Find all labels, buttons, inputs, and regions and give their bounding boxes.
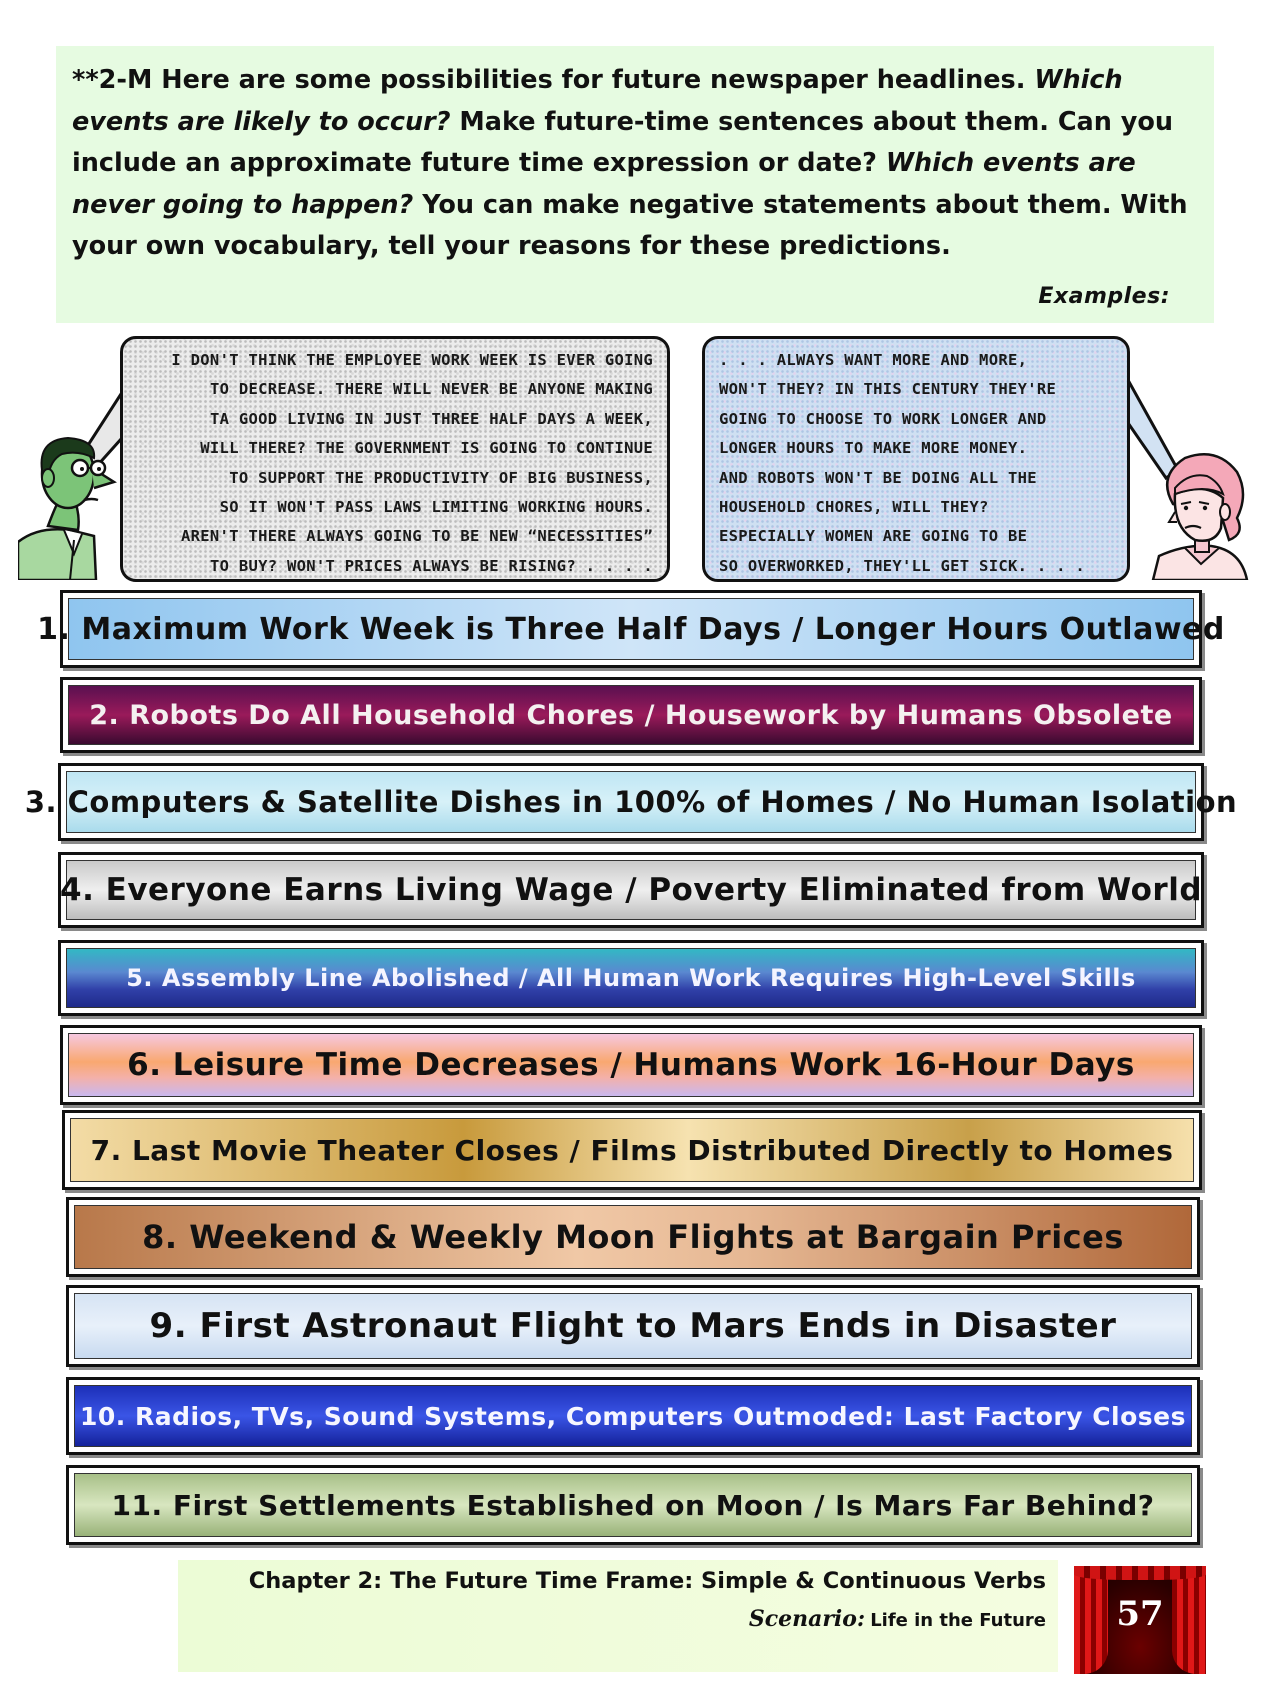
headline-6	[60, 1025, 1202, 1105]
headline-6-text: 6. Leisure Time Decreases / Humans Work 16-Hour Days	[68, 1033, 1194, 1097]
headline-3-text: 3. Computers & Satellite Dishes in 100% of Homes / No Human Isolation	[66, 771, 1196, 833]
bubble-left-line: TO SUPPORT THE PRODUCTIVITY OF BIG BUSINESS,	[229, 468, 653, 487]
bubble-right-line: HOUSEHOLD CHORES, WILL THEY?	[719, 498, 989, 517]
headline-4-text: 4. Everyone Earns Living Wage / Poverty Eliminated from World	[66, 860, 1196, 920]
headline-8-text: 8. Weekend & Weekly Moon Flights at Bargain Prices	[74, 1205, 1192, 1269]
scenario-line	[749, 1606, 1046, 1632]
bubble-right-line: AND ROBOTS WON'T BE DOING ALL THE	[719, 468, 1037, 487]
examples-label: Examples:	[1038, 284, 1170, 309]
exercise-intro: **2-M Here are some possibilities for future newspaper headlines.	[72, 65, 1026, 95]
question-likely: Which events are likely to occur?	[72, 65, 1123, 137]
bubble-right-line: WON'T THEY? IN THIS CENTURY THEY'RE	[719, 380, 1057, 399]
woman-icon	[1145, 448, 1260, 580]
headline-11	[66, 1465, 1200, 1545]
instructions-text	[72, 60, 1196, 268]
headline-2	[60, 677, 1202, 753]
bubble-left-line: WILL THERE? THE GOVERNMENT IS GOING TO CONTINUE	[200, 439, 653, 458]
headline-4	[58, 852, 1204, 928]
headline-9	[66, 1285, 1200, 1367]
bubble-right-line: . . . ALWAYS WANT MORE AND MORE,	[719, 351, 1028, 369]
bubble-right-line: LONGER HOURS TO MAKE MORE MONEY.	[719, 439, 1028, 458]
bubble-left-line: I DON'T THINK THE EMPLOYEE WORK WEEK IS EVER GOING	[171, 351, 653, 369]
scenario-value: Life in the Future	[870, 1610, 1046, 1631]
man-with-glasses-icon	[18, 430, 123, 580]
headline-3	[24, 763, 1238, 841]
bubble-left-line: TA GOOD LIVING IN JUST THREE HALF DAYS A WEEK,	[209, 409, 653, 428]
bubble-right-line: ESPECIALLY WOMEN ARE GOING TO BE	[719, 527, 1028, 546]
bubble-left-line: SO IT WON'T PASS LAWS LIMITING WORKING HOURS.	[219, 498, 653, 517]
headline-9-text: 9. First Astronaut Flight to Mars Ends in Disaster	[74, 1293, 1192, 1359]
headline-1-text: 1. Maximum Work Week is Three Half Days / Longer Hours Outlawed	[68, 598, 1194, 660]
instructions-box	[56, 46, 1214, 323]
headline-5-text: 5. Assembly Line Abolished / All Human Work Requires High-Level Skills	[66, 948, 1196, 1008]
speech-bubble-left	[120, 336, 670, 582]
headline-5	[58, 940, 1204, 1016]
headline-10	[66, 1377, 1200, 1455]
instructions-text-2: You can make negative statements about them. With your own vocabulary, tell your reasons for these predictions.	[72, 189, 1188, 261]
speech-bubble-right	[702, 336, 1130, 582]
headline-8	[66, 1197, 1200, 1277]
chapter-title: Chapter 2: The Future Time Frame: Simple & Continuous Verbs	[248, 1568, 1046, 1594]
headline-2-text: 2. Robots Do All Household Chores / Housework by Humans Obsolete	[68, 685, 1194, 745]
bubble-left-line: TO DECREASE. THERE WILL NEVER BE ANYONE MAKING	[209, 380, 653, 399]
footer	[178, 1560, 1058, 1672]
headline-10-text: 10. Radios, TVs, Sound Systems, Computers Outmoded: Last Factory Closes	[74, 1385, 1192, 1447]
headline-7-text: 7. Last Movie Theater Closes / Films Distributed Directly to Homes	[70, 1118, 1194, 1182]
headline-11-text: 11. First Settlements Established on Moon / Is Mars Far Behind?	[74, 1473, 1192, 1537]
headline-1	[37, 590, 1225, 668]
bubble-left-line: TO BUY? WON'T PRICES ALWAYS BE RISING? . . . .	[209, 556, 653, 575]
bubble-right-line: GOING TO CHOOSE TO WORK LONGER AND	[719, 409, 1047, 428]
headline-7	[62, 1110, 1202, 1190]
page-number: 57	[1116, 1594, 1164, 1634]
theater-curtain-icon	[1074, 1566, 1206, 1674]
instructions-text-1: Make future-time sentences about them. Can you include an approximate future time expression or date?	[72, 106, 1174, 178]
curtain-valance	[1074, 1566, 1206, 1580]
bubble-left-line: AREN'T THERE ALWAYS GOING TO BE NEW “NECESSITIES”	[181, 527, 653, 546]
question-never: Which events are never going to happen?	[72, 148, 1136, 220]
scenario-label: Scenario:	[748, 1606, 866, 1632]
bubble-right-line: SO OVERWORKED, THEY'LL GET SICK. . . .	[719, 556, 1086, 575]
